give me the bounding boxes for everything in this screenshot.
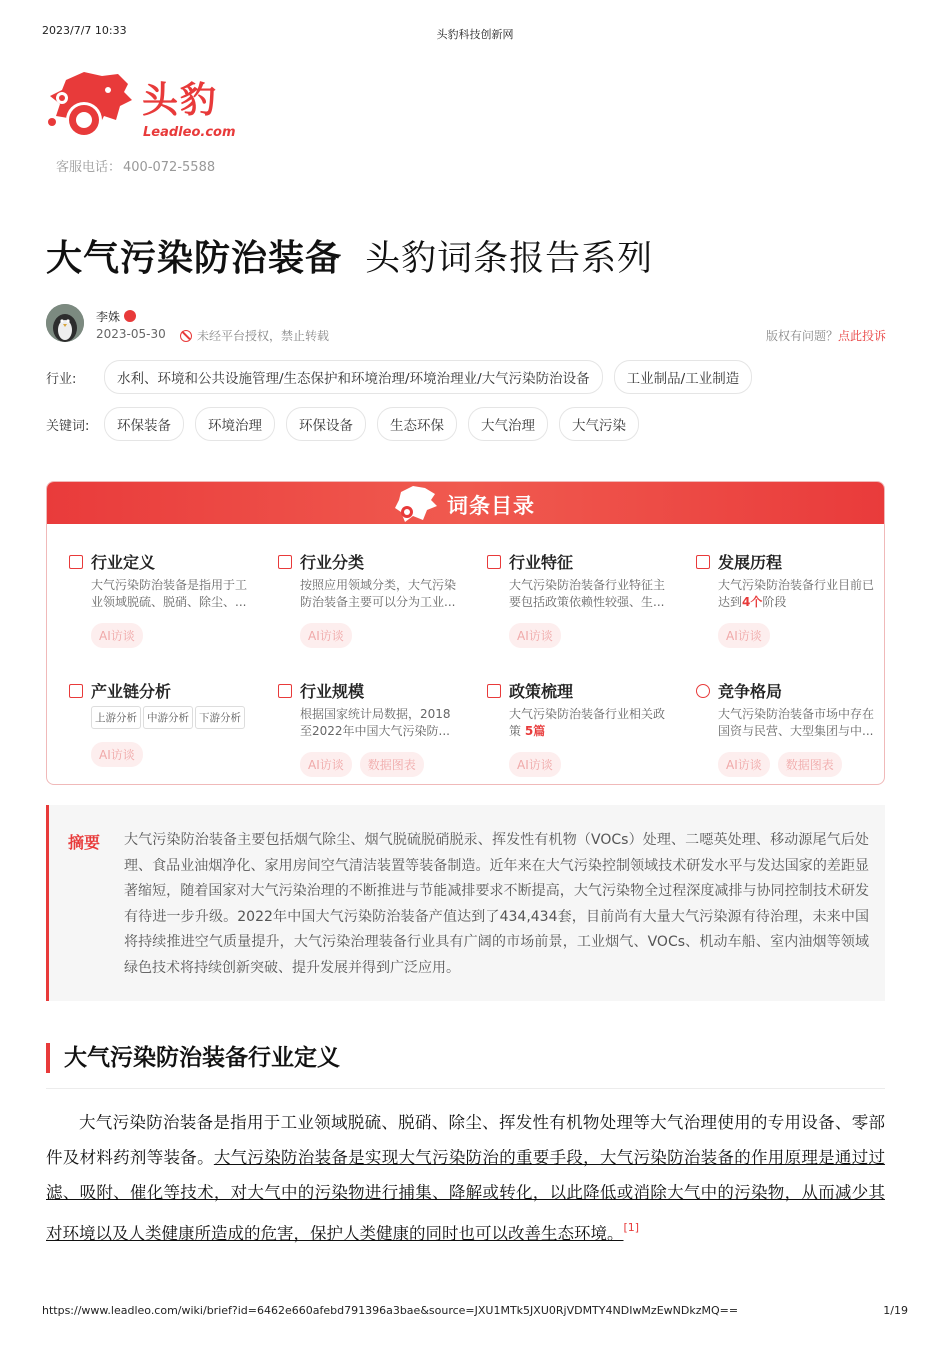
prohibited-icon — [180, 330, 192, 342]
industry-tags — [46, 360, 763, 392]
print-footer — [42, 1304, 908, 1320]
body-underlined-text: 大气污染防治装备是实现大气污染防治的重要手段，大气污染防治装备的作用原理是通过过滤、吸附、催化等技术，对大气中的污染物进行捕集、降解或转化，以此降低或消除大气中的污染物，从而减少其对环境以及人类健康所造成的危害，保护人类健康的同时也可以改善生态环境。 — [46, 1148, 886, 1243]
ai-interview-pill[interactable]: AI访谈 — [718, 752, 770, 777]
avatar[interactable] — [46, 304, 84, 342]
abstract-label: 摘要 — [68, 833, 101, 852]
downstream-button[interactable]: 下游分析 — [195, 706, 245, 729]
print-site-name: 头豹科技创新网 — [436, 28, 514, 41]
toc-item-features[interactable] — [487, 550, 667, 648]
keyword-tag[interactable]: 大气污染 — [559, 407, 639, 441]
ai-interview-pill[interactable]: AI访谈 — [91, 742, 143, 767]
keyword-tag[interactable]: 大气治理 — [468, 407, 548, 441]
author-name[interactable] — [96, 308, 136, 325]
industry-label: 行业: — [46, 371, 77, 387]
author-name-text: 李姝 — [96, 310, 121, 324]
timeline-icon — [696, 555, 710, 569]
hierarchy-icon — [278, 555, 292, 569]
chain-icon — [69, 684, 83, 698]
body-plain-text: 大气污染防治装备是指用于工业领域脱硫、脱硝、除尘、挥发性有机物处理等大气治理使用的专用设备、零部件及材料药剂等装备。 — [46, 1113, 885, 1167]
leopard-head-icon — [391, 484, 441, 524]
chip-icon — [487, 555, 501, 569]
ai-interview-pill[interactable]: AI访谈 — [509, 752, 561, 777]
toc-item-title: 行业分类 — [278, 550, 458, 572]
data-chart-pill[interactable]: 数据图表 — [778, 752, 842, 777]
table-of-contents — [46, 481, 885, 785]
rights-question: 版权有问题？ — [765, 329, 838, 343]
section-divider — [46, 1088, 885, 1089]
ai-interview-pill[interactable]: AI访谈 — [300, 752, 352, 777]
service-phone-label: 客服电话： — [56, 160, 122, 175]
toc-item-scale[interactable] — [278, 679, 458, 777]
rights-complaint — [766, 327, 886, 344]
section-title: 大气污染防治装备行业定义 — [46, 1043, 340, 1073]
industry-tag[interactable]: 水利、环境和公共设施管理/生态保护和环境治理/环境治理业/大气污染防治设备 — [104, 360, 603, 394]
search-doc-icon — [69, 555, 83, 569]
author-bar — [46, 304, 886, 344]
midstream-button[interactable]: 中游分析 — [143, 706, 193, 729]
toc-item-history[interactable] — [696, 550, 876, 648]
verified-badge-icon — [124, 310, 136, 322]
abstract-text: 大气污染防治装备主要包括烟气除尘、烟气脱硫脱硝脱汞、挥发性有机物（VOCs）处理、二噁英处理、移动源尾气后处理、食品业油烟净化、家用房间空气清洁装置等装备制造。近年来在大气污染控制领域技术研发水平与发达国家的差距显著缩短，随着国家对大气污染治理的不断推进与节能减排要求不断提高，大气污染物全过程深度减排与协同控制技术研发有待进一步升级。2022年中国大气污染防治装备产值达到了434,434套，目前尚有大量大气污染源有待治理，未来中国将持续推进空气质量提升，大气污染治理装备行业具有广阔的市场前景，工业烟气、VOCs、机动车船、室内油烟等领域绿色技术将持续创新突破、提升发展并得到广泛应用。 — [124, 832, 869, 976]
toc-item-title: 发展历程 — [696, 550, 876, 572]
chain-subitems — [91, 706, 249, 729]
toc-item-classification[interactable] — [278, 550, 458, 648]
service-phone — [54, 156, 215, 175]
pie-chart-icon — [696, 684, 710, 698]
publish-date: 2023-05-30 — [96, 327, 166, 341]
leadleo-logo[interactable] — [44, 70, 234, 146]
industry-tag[interactable]: 工业制品/工业制造 — [614, 360, 753, 394]
leopard-logo-icon — [44, 70, 136, 146]
data-chart-pill[interactable]: 数据图表 — [360, 752, 424, 777]
keyword-tag[interactable]: 生态环保 — [377, 407, 457, 441]
toc-item-title: 产业链分析 — [69, 679, 249, 701]
toc-item-desc: 按照应用领域分类，大气污染防治装备主要可以分为工业... — [300, 578, 457, 609]
page-title — [46, 230, 653, 281]
penguin-avatar-icon — [46, 304, 84, 342]
copyright-notice — [180, 327, 329, 344]
toc-item-competition[interactable] — [696, 679, 876, 777]
toc-item-policy[interactable] — [487, 679, 667, 777]
ai-interview-pill[interactable]: AI访谈 — [91, 623, 143, 648]
toc-item-title: 行业特征 — [487, 550, 667, 572]
service-phone-number: 400-072-5588 — [123, 160, 216, 175]
toc-item-title: 行业规模 — [278, 679, 458, 701]
brand-name-en: Leadleo.com — [143, 125, 236, 140]
print-datetime: 2023/7/7 10:33 — [42, 24, 127, 37]
keyword-tag[interactable]: 环境治理 — [195, 407, 275, 441]
toc-title: 词条目录 — [447, 494, 535, 518]
keywords-label: 关键词: — [46, 418, 90, 434]
toc-item-desc: 大气污染防治装备是指用于工业领域脱硫、脱硝、除尘、... — [91, 578, 248, 609]
page-title-sub: 头豹词条报告系列 — [365, 239, 654, 279]
toc-item-desc: 根据国家统计局数据，2018至2022年中国大气污染防... — [300, 707, 451, 738]
keyword-tag[interactable]: 环保装备 — [104, 407, 184, 441]
ai-interview-pill[interactable]: AI访谈 — [300, 623, 352, 648]
brand-name-cn: 头豹 — [142, 80, 219, 121]
toc-item-title: 政策梳理 — [487, 679, 667, 701]
print-url: https://www.leadleo.com/wiki/brief?id=6462e660afebd791396a3bae&source=JXU1MTk5JXU0RjVDMTY4NDIwMzEwNDkzMQ== — [42, 1304, 739, 1317]
toc-item-title: 行业定义 — [69, 550, 249, 572]
complaint-link[interactable]: 点此投诉 — [837, 329, 886, 343]
toc-item-definition[interactable] — [69, 550, 249, 648]
page-title-main: 大气污染防治装备 — [46, 238, 343, 279]
ai-interview-pill[interactable]: AI访谈 — [718, 623, 770, 648]
document-icon — [487, 684, 501, 698]
toc-header — [47, 482, 884, 524]
toc-item-desc: 大气污染防治装备市场中存在国资与民营、大型集团与中... — [718, 707, 875, 738]
toc-item-desc: 大气污染防治装备行业相关政策 5篇 — [509, 707, 666, 738]
toc-item-desc: 大气污染防治装备行业特征主要包括政策依赖性较强、生... — [509, 578, 666, 609]
copyright-notice-text: 未经平台授权，禁止转载 — [197, 329, 330, 343]
toc-item-title: 竞争格局 — [696, 679, 876, 701]
abstract-box — [46, 805, 885, 1001]
toc-item-chain[interactable] — [69, 679, 249, 767]
section-body — [46, 1105, 885, 1251]
keyword-tags — [46, 407, 650, 439]
page-number: 1/19 — [883, 1304, 908, 1317]
reference-link[interactable]: [1] — [623, 1221, 640, 1234]
print-header — [42, 24, 908, 40]
toc-item-desc: 大气污染防治装备行业目前已达到4个阶段 — [718, 578, 875, 609]
bar-chart-icon — [278, 684, 292, 698]
keyword-tag[interactable]: 环保设备 — [286, 407, 366, 441]
upstream-button[interactable]: 上游分析 — [91, 706, 141, 729]
ai-interview-pill[interactable]: AI访谈 — [509, 623, 561, 648]
